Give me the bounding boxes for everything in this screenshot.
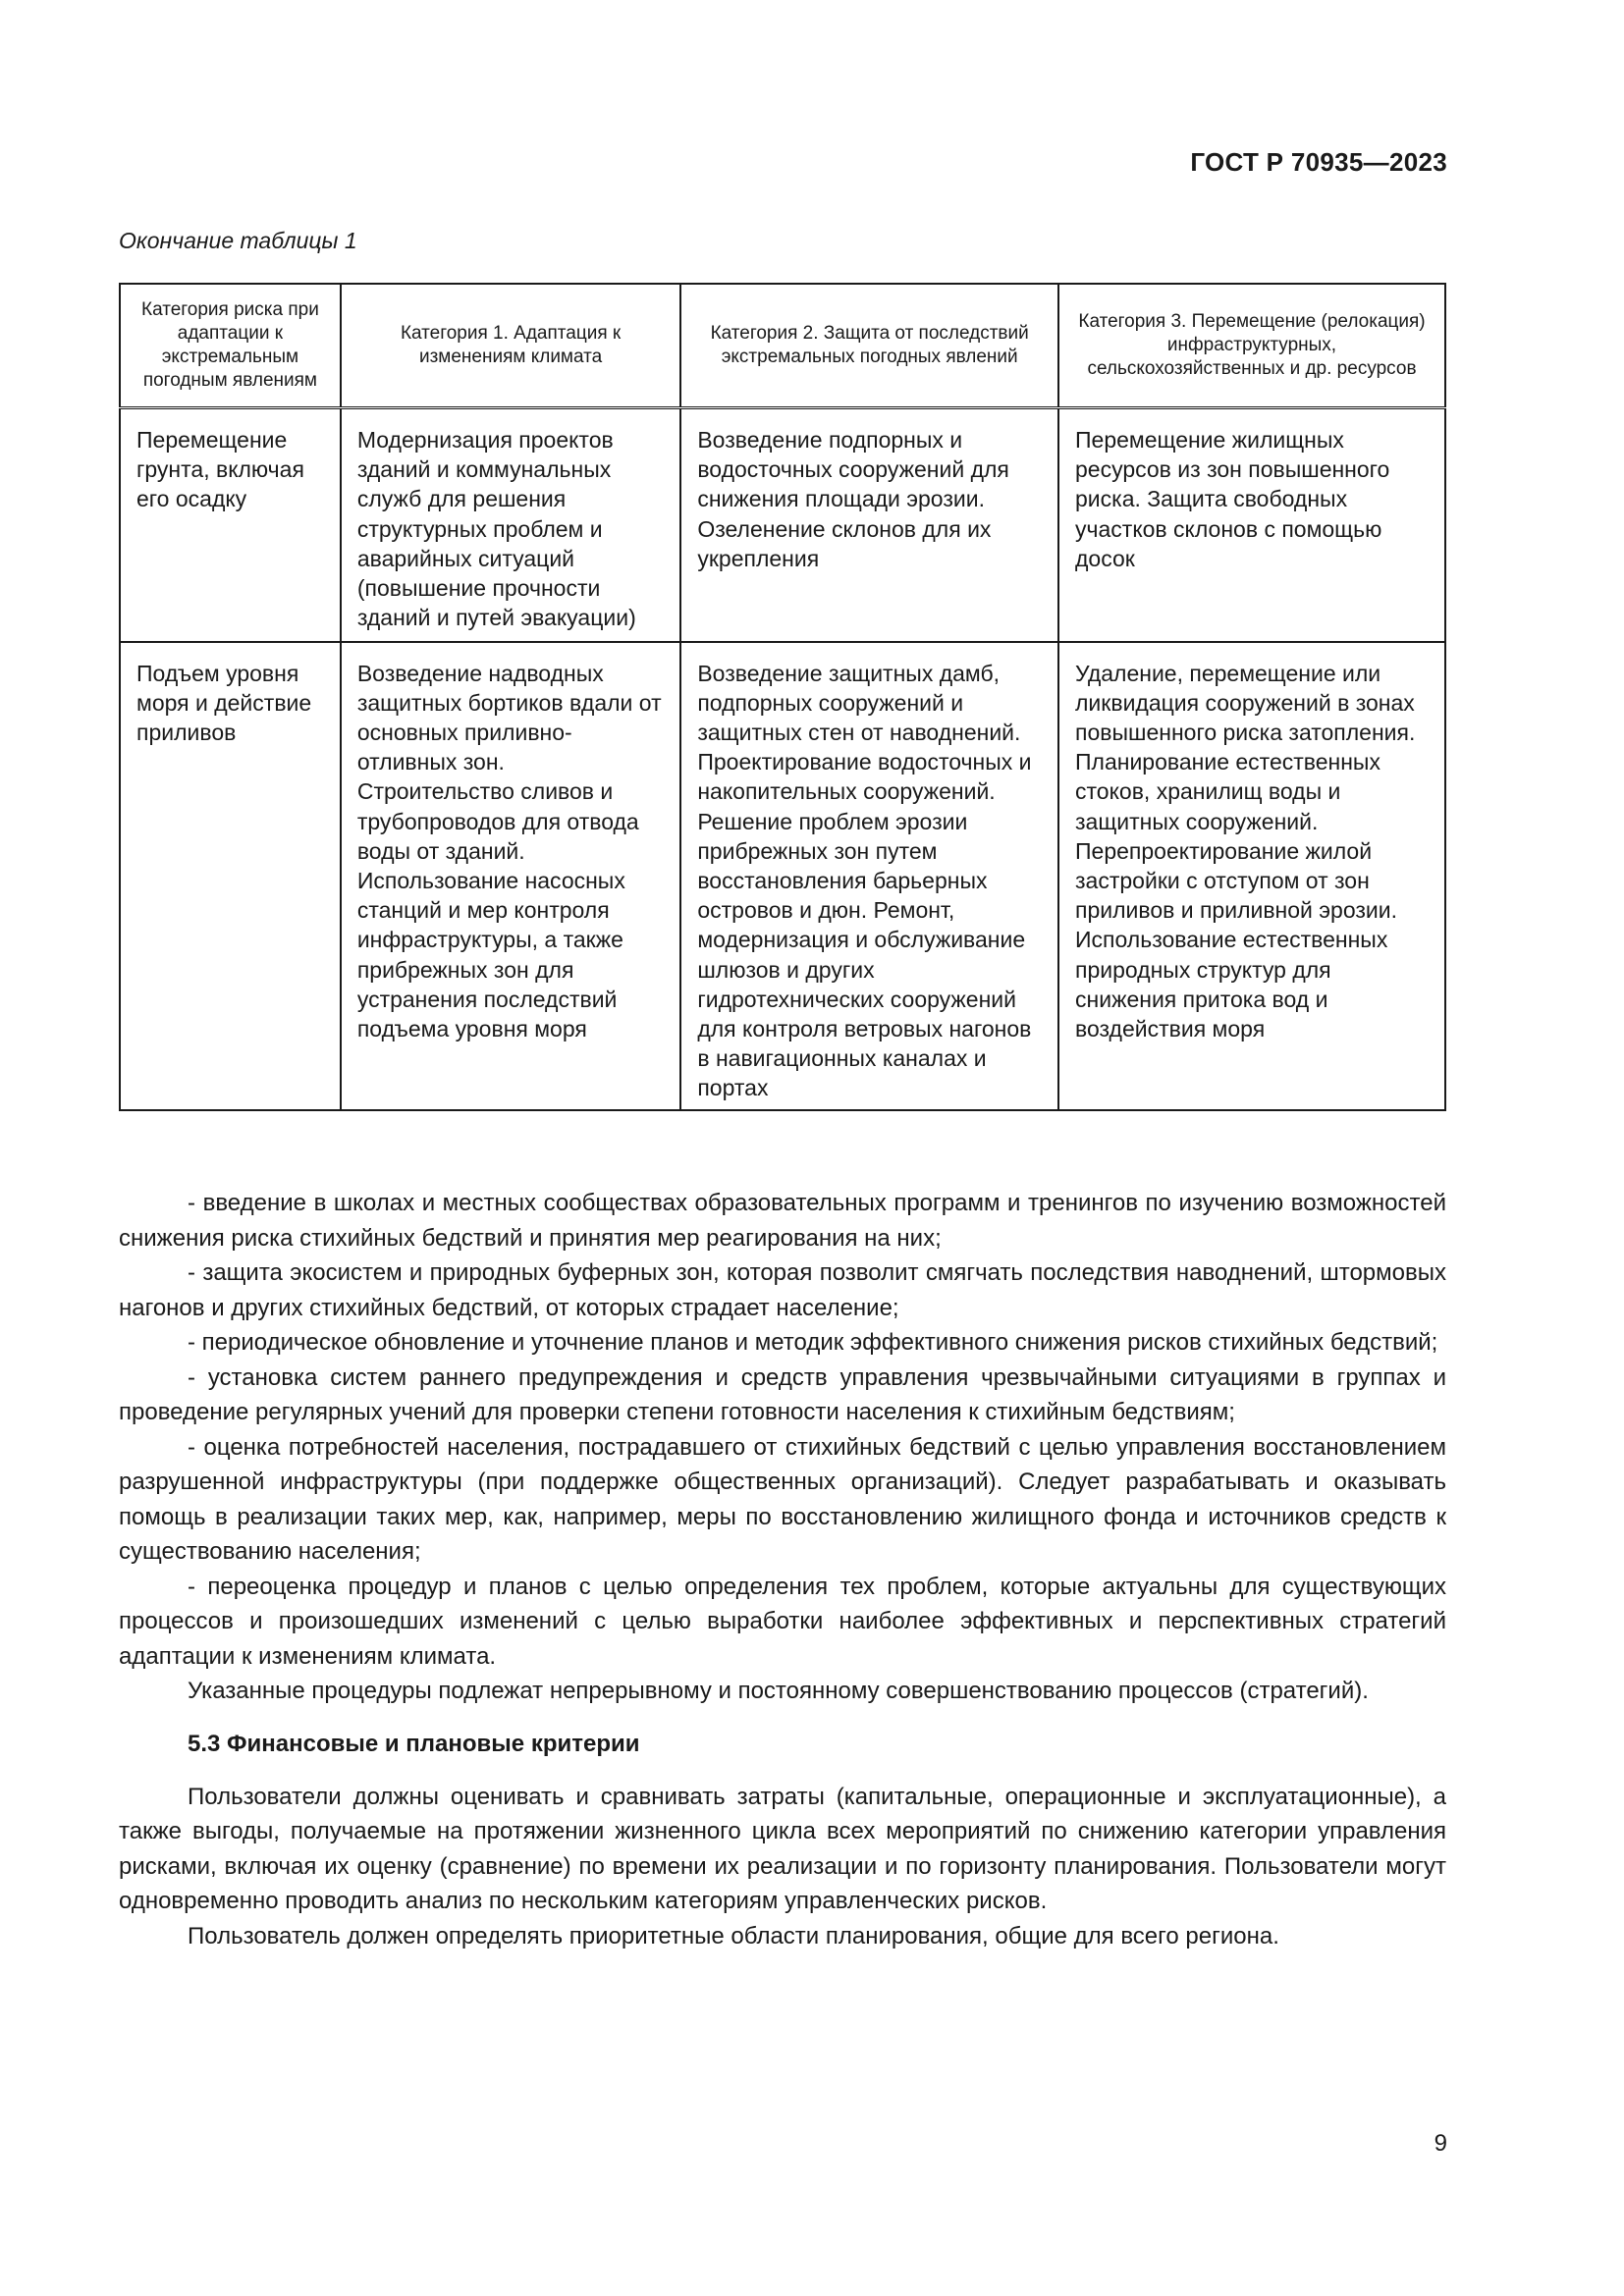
column-header-category-3: Категория 3. Перемещение (релокация) инфраструктурных, сельскохозяйственных и др. ресурсов [1058, 284, 1445, 408]
table-cell: Подъем уровня моря и действие приливов [120, 642, 341, 1110]
section-paragraph: Пользователи должны оценивать и сравнивать затраты (капитальные, операционные и эксплуатационные), а также выгоды, получаемые на протяжении жизненного цикла всех мероприятий по снижению категории управления рисками, включая их оценку (сравнение) по времени их реализации и по горизонту планирования. Пользователи могут одновременно проводить анализ по нескольким категориям управленческих рисков. [119, 1783, 1446, 1914]
list-item: - защита экосистем и природных буферных зон, которая позволит смягчать последствия наводнений, штормовых нагонов и других стихийных бедствий, от которых страдает население; [119, 1259, 1446, 1321]
risk-table [119, 283, 1446, 1111]
table-cell: Перемещение грунта, включая его осадку [120, 408, 341, 642]
table-cell: Удаление, перемещение или ликвидация сооружений в зонах повышенного риска затопления. Планирование естественных стоков, хранилищ воды и защитных сооружений. Перепроектирование жилой застройки с отступом от зон приливов и приливной эрозии. Использование естественных природных структур для снижения притока вод и воздействия моря [1058, 642, 1445, 1110]
column-header-category-1: Категория 1. Адаптация к изменениям климата [341, 284, 681, 408]
table-row [120, 642, 1445, 1110]
list-item: - периодическое обновление и уточнение планов и методик эффективного снижения рисков стихийных бедствий; [188, 1329, 1438, 1356]
list-item: - установка систем раннего предупреждения и средств управления чрезвычайными ситуациями в группах и проведение регулярных учений для проверки степени готовности населения к стихийным бедствиям; [119, 1363, 1446, 1425]
table-cell: Перемещение жилищных ресурсов из зон повышенного риска. Защита свободных участков склонов с помощью досок [1058, 408, 1445, 642]
table-cell: Возведение подпорных и водосточных сооружений для снижения площади эрозии. Озеленение склонов для их укрепления [680, 408, 1058, 642]
section-heading: 5.3 Финансовые и плановые критерии [188, 1730, 640, 1757]
body-text [119, 1186, 1446, 1953]
table-cell: Модернизация проектов зданий и коммунальных служб для решения структурных проблем и аварийных ситуаций (повышение прочности зданий и путей эвакуации) [341, 408, 681, 642]
table-header-row [120, 284, 1445, 408]
section-paragraph: Пользователь должен определять приоритетные области планирования, общие для всего региона. [188, 1922, 1279, 1949]
column-header-category-2: Категория 2. Защита от последствий экстремальных погодных явлений [680, 284, 1058, 408]
column-header-risk-category: Категория риска при адаптации к экстремальным погодным явлениям [120, 284, 341, 408]
document-code: ГОСТ Р 70935—2023 [1190, 147, 1447, 177]
table-cell: Возведение защитных дамб, подпорных сооружений и защитных стен от наводнений. Проектирование водосточных и накопительных сооружений. Решение проблем эрозии прибрежных зон путем восстановления барьерных островов и дюн. Ремонт, модернизация и обслуживание шлюзов и других гидротехнических сооружений для контроля ветровых нагонов в навигационных каналах и портах [680, 642, 1058, 1110]
list-item: - переоценка процедур и планов с целью определения тех проблем, которые актуальны для существующих процессов и произошедших изменений с целью выработки наиболее эффективных и перспективных стратегий адаптации к изменениям климата. [119, 1573, 1446, 1670]
closing-paragraph: Указанные процедуры подлежат непрерывному и постоянному совершенствованию процессов (стратегий). [188, 1678, 1369, 1704]
list-item: - оценка потребностей населения, пострадавшего от стихийных бедствий с целью управления восстановлением разрушенной инфраструктуры (при поддержке общественных организаций). Следует разрабатывать и оказывать помощь в реализации таких мер, как, например, меры по восстановлению жилищного фонда и источников средств к существованию населения; [119, 1433, 1446, 1565]
table-caption: Окончание таблицы 1 [119, 228, 357, 253]
table-row [120, 408, 1445, 642]
page-number: 9 [1434, 2130, 1447, 2157]
list-item: - введение в школах и местных сообществах образовательных программ и тренингов по изучению возможностей снижения риска стихийных бедствий и принятия мер реагирования на них; [119, 1190, 1446, 1252]
table-cell: Возведение надводных защитных бортиков вдали от основных приливно-отливных зон. Строительство сливов и трубопроводов для отвода воды от зданий. Использование насосных станций и мер контроля инфраструктуры, а также прибрежных зон для устранения последствий подъема уровня моря [341, 642, 681, 1110]
